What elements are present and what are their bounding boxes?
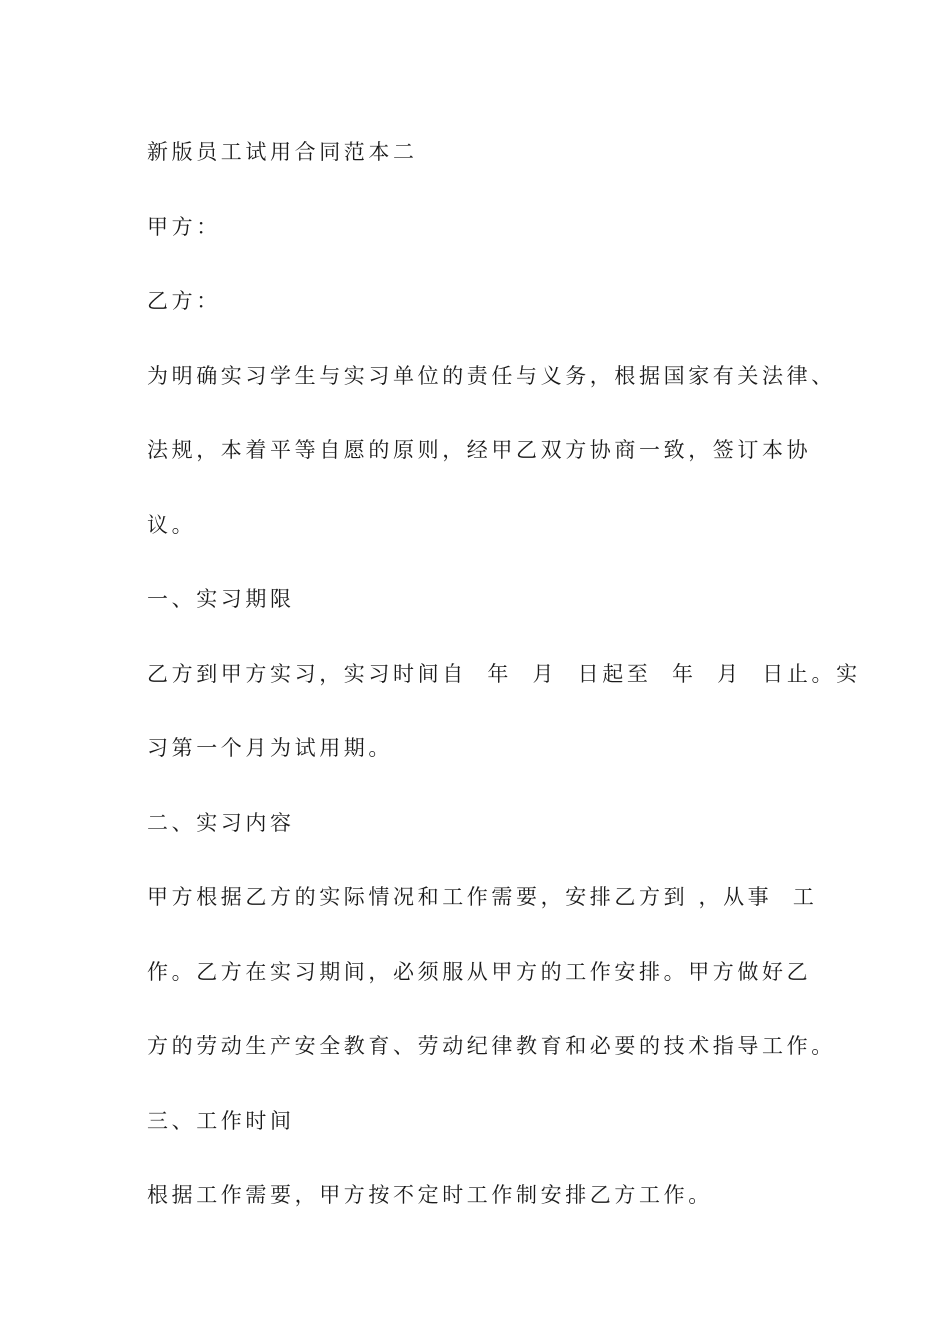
document-title: 新版员工试用合同范本二	[147, 140, 418, 164]
section-term-line: 习第一个月为试用期。	[147, 736, 393, 760]
section-hours-line: 根据工作需要，甲方按不定时工作制安排乙方工作。	[147, 1183, 713, 1207]
intro-line: 法规，本着平等自愿的原则，经甲乙双方协商一致，签订本协	[147, 438, 812, 462]
section-term-line: 乙方到甲方实习，实习时间自 年 月 日起至 年 月 日止。实	[147, 662, 861, 686]
party-b-label: 乙方：	[147, 289, 221, 313]
section-heading-hours: 三、工作时间	[147, 1109, 295, 1133]
party-a-label: 甲方：	[147, 215, 221, 239]
section-heading-content: 二、实习内容	[147, 811, 295, 835]
intro-line: 为明确实习学生与实习单位的责任与义务，根据国家有关法律、	[147, 364, 836, 388]
intro-line: 议。	[147, 513, 197, 537]
section-content-line: 作。乙方在实习期间，必须服从甲方的工作安排。甲方做好乙	[147, 960, 812, 984]
section-content-line: 甲方根据乙方的实际情况和工作需要，安排乙方到 ，从事 工	[147, 885, 818, 909]
section-heading-term: 一、实习期限	[147, 587, 295, 611]
section-content-line: 方的劳动生产安全教育、劳动纪律教育和必要的技术指导工作。	[147, 1034, 836, 1058]
